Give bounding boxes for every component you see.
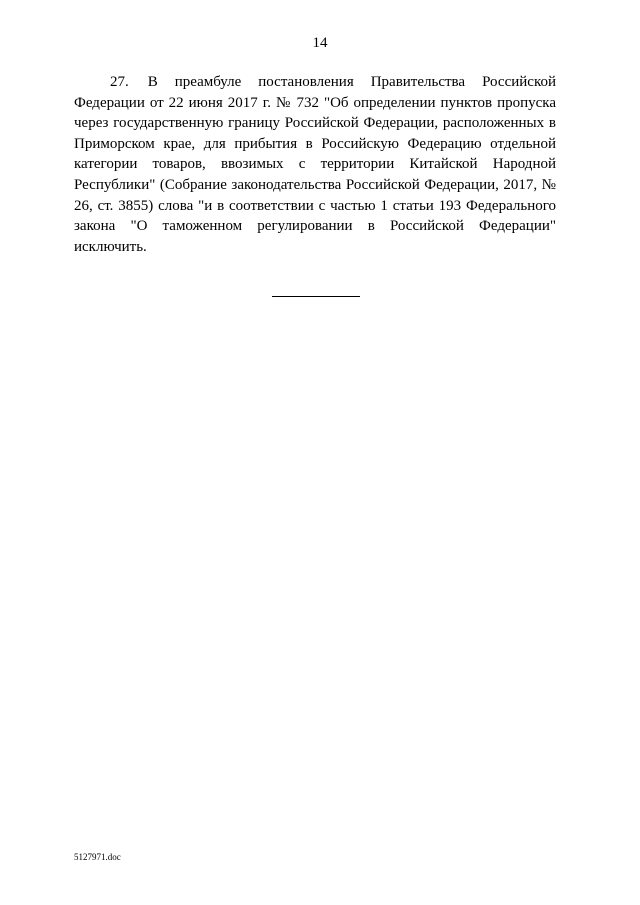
page-number: 14 bbox=[312, 35, 328, 51]
end-divider bbox=[272, 296, 360, 297]
item-paragraph bbox=[74, 72, 556, 257]
item-label: 27. bbox=[110, 74, 129, 90]
item-text: В преамбуле постановления Правительства Российской Федерации от 22 июня 2017 г. № 732 "Об определении пунктов пропуска через государственную границу Российской Федерации, расположенных в Приморском крае, для прибытия в Российскую Федерацию отдельной категории товаров, ввозимых с территории Китайской Народной Республики" (Собрание законодательства Российской Федерации, 2017, № 26, ст. 3855) слова "и в соответствии с частью 1 статьи 193 Федерального закона "О таможенном регулировании в Российской Федерации" исключить. bbox=[74, 74, 556, 255]
document-code: 5127971.doc bbox=[74, 852, 121, 862]
